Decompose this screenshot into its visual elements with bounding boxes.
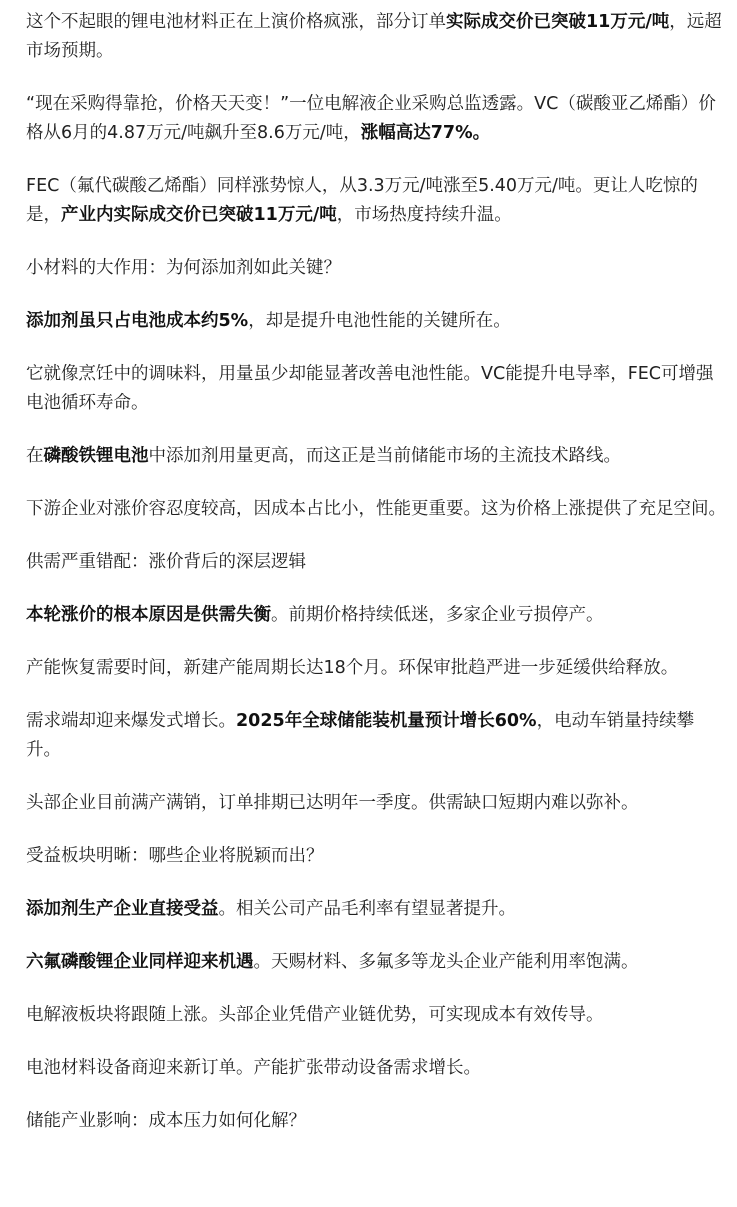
article-paragraph bbox=[26, 254, 727, 283]
article-paragraph bbox=[26, 1054, 727, 1083]
body-text: 受益板块明晰：哪些企业将脱颖而出？ bbox=[26, 846, 324, 866]
body-text: 中添加剂用量更高，而这正是当前储能市场的主流技术路线。 bbox=[148, 446, 621, 466]
article-paragraph bbox=[26, 707, 727, 765]
bold-text: 产业内实际成交价已突破11万元/吨 bbox=[61, 205, 337, 225]
body-text: 电池材料设备商迎来新订单。产能扩张带动设备需求增长。 bbox=[26, 1058, 481, 1078]
article-paragraph bbox=[26, 495, 727, 524]
body-text: ，远超市场预期。 bbox=[26, 12, 722, 61]
body-text: 电解液板块将跟随上涨。头部企业凭借产业链优势，可实现成本有效传导。 bbox=[26, 1005, 604, 1025]
bold-text: 磷酸铁锂电池 bbox=[43, 446, 149, 466]
body-text: 在 bbox=[26, 446, 44, 466]
body-text: 。相关公司产品毛利率有望显著提升。 bbox=[218, 899, 516, 919]
article-body bbox=[26, 8, 727, 1160]
body-text: 它就像烹饪中的调味料，用量虽少却能显著改善电池性能。VC能提升电导率，FEC可增强电池循环寿命。 bbox=[26, 364, 714, 413]
article-paragraph bbox=[26, 654, 727, 683]
body-text: ，却是提升电池性能的关键所在。 bbox=[248, 311, 511, 331]
bold-text: 六氟磷酸锂企业同样迎来机遇 bbox=[26, 952, 254, 972]
article-paragraph bbox=[26, 548, 727, 577]
article-paragraph bbox=[26, 172, 727, 230]
bold-text: 本轮涨价的根本原因是供需失衡 bbox=[26, 605, 271, 625]
body-text: 这个不起眼的锂电池材料正在上演价格疯涨，部分订单 bbox=[26, 12, 446, 32]
article-paragraph bbox=[26, 948, 727, 977]
article-paragraph bbox=[26, 842, 727, 871]
article-paragraph bbox=[26, 601, 727, 630]
body-text: ，市场热度持续升温。 bbox=[336, 205, 512, 225]
bold-text: 涨幅高达77%。 bbox=[360, 123, 491, 143]
article-paragraph bbox=[26, 360, 727, 418]
article-paragraph bbox=[26, 442, 727, 471]
bold-text: 添加剂虽只占电池成本约5% bbox=[26, 311, 249, 331]
body-text: FEC（氟代碳酸乙烯酯）同样涨势惊人，从3.3万元/吨涨至5.40万元/吨。更让人吃惊的是， bbox=[26, 176, 698, 225]
article-paragraph bbox=[26, 307, 727, 336]
article-paragraph bbox=[26, 1107, 727, 1136]
body-text: 储能产业影响：成本压力如何化解？ bbox=[26, 1111, 306, 1131]
body-text: 需求端却迎来爆发式增长。 bbox=[26, 711, 236, 731]
article-paragraph bbox=[26, 895, 727, 924]
body-text: 小材料的大作用：为何添加剂如此关键？ bbox=[26, 258, 341, 278]
body-text: 头部企业目前满产满销，订单排期已达明年一季度。供需缺口短期内难以弥补。 bbox=[26, 793, 639, 813]
body-text: “现在采购得靠抢，价格天天变！”一位电解液企业采购总监透露。VC（碳酸亚乙烯酯）价格从6月的4.87万元/吨飙升至8.6万元/吨， bbox=[26, 94, 716, 143]
body-text: 产能恢复需要时间，新建产能周期长达18个月。环保审批趋严进一步延缓供给释放。 bbox=[26, 658, 679, 678]
bold-text: 2025年全球储能装机量预计增长60% bbox=[236, 711, 537, 731]
article-paragraph bbox=[26, 789, 727, 818]
body-text: 。天赐材料、多氟多等龙头企业产能利用率饱满。 bbox=[253, 952, 639, 972]
body-text: 供需严重错配：涨价背后的深层逻辑 bbox=[26, 552, 306, 572]
body-text: 。前期价格持续低迷，多家企业亏损停产。 bbox=[271, 605, 604, 625]
bold-text: 实际成交价已突破11万元/吨 bbox=[446, 12, 670, 32]
body-text: ，电动车销量持续攀升。 bbox=[26, 711, 695, 760]
bold-text: 添加剂生产企业直接受益 bbox=[26, 899, 219, 919]
article-paragraph bbox=[26, 1001, 727, 1030]
body-text: 下游企业对涨价容忍度较高，因成本占比小，性能更重要。这为价格上涨提供了充足空间。 bbox=[26, 499, 726, 519]
article-paragraph bbox=[26, 90, 727, 148]
article-paragraph bbox=[26, 8, 727, 66]
